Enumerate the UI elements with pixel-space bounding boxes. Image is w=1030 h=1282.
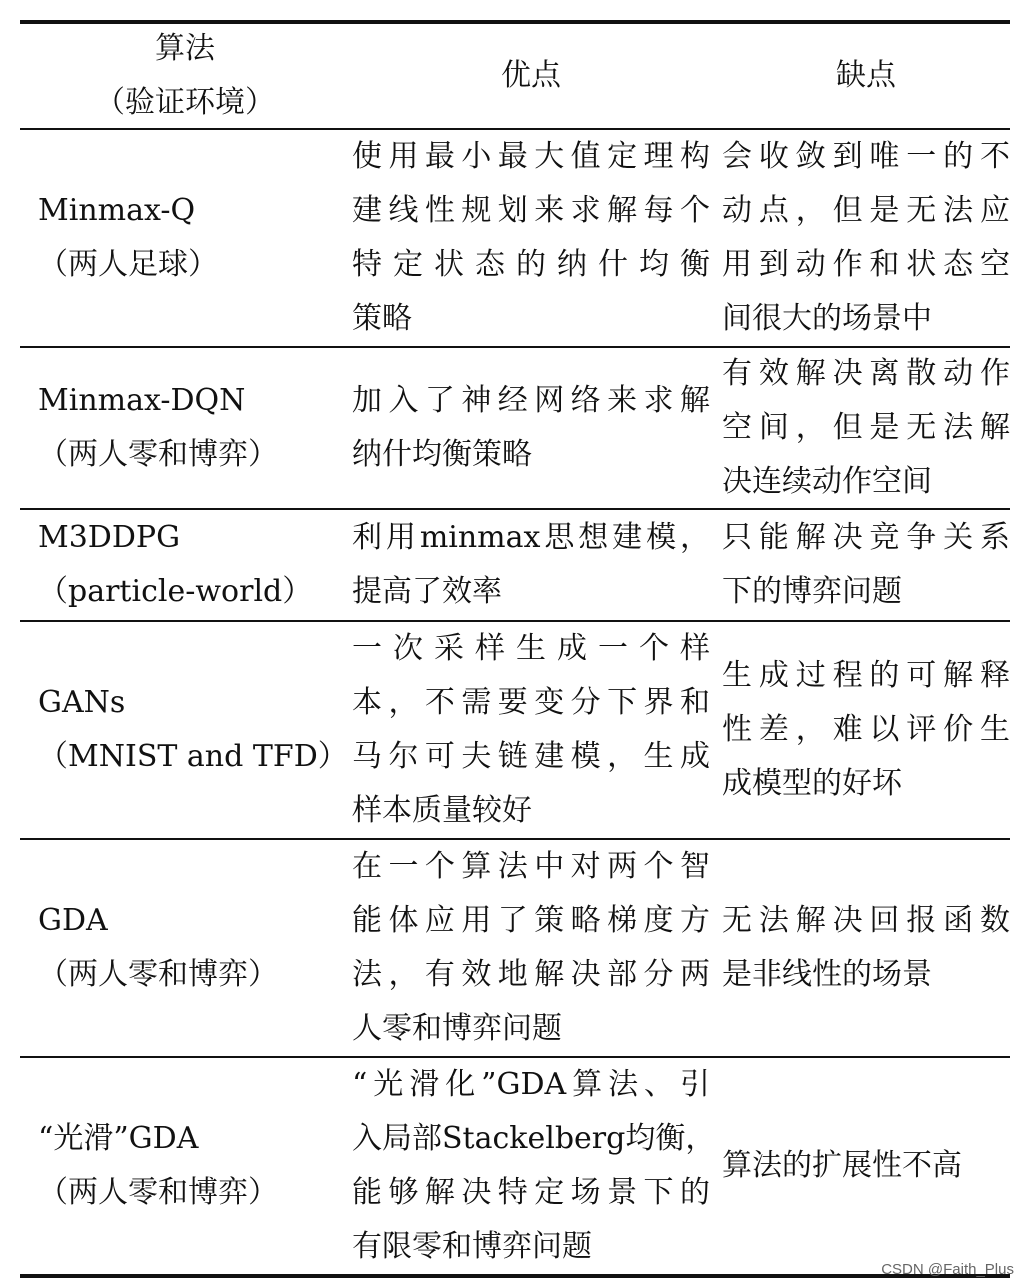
watermark: CSDN @Faith_Plus — [881, 1261, 1014, 1278]
cons-line: 有效解决离散动作 — [722, 356, 1010, 391]
pros-line: 加入了神经网络来求解 — [352, 383, 710, 418]
table-row — [20, 840, 1010, 1056]
algorithm-env: （两人零和博弈） — [38, 957, 278, 992]
cons-line: 空间，但是无法解 — [722, 410, 1010, 445]
header-pros: 优点 — [501, 58, 561, 93]
pros-cell — [350, 510, 720, 620]
algorithm-env: （两人足球） — [38, 247, 218, 282]
pros-cell — [350, 130, 720, 346]
cons-line: 性差，难以评价生 — [722, 712, 1010, 747]
cons-cell — [720, 1058, 1010, 1274]
cons-cell — [720, 348, 1010, 508]
pros-line: 入局部Stackelberg均衡， — [352, 1121, 716, 1156]
algorithm-name: M3DDPG — [38, 520, 181, 555]
pros-line: 本，不需要变分下界和 — [352, 685, 710, 720]
pros-line: 法，有效地解决部分两 — [352, 957, 710, 992]
pros-cell — [350, 840, 720, 1056]
algorithm-cell — [20, 510, 350, 620]
pros-line: 提高了效率 — [352, 574, 502, 609]
pros-line: 马尔可夫链建模，生成 — [352, 739, 710, 774]
algorithm-name: Minmax-DQN — [38, 383, 246, 418]
cons-line: 下的博弈问题 — [722, 574, 902, 609]
cons-cell — [720, 130, 1010, 346]
pros-line: 策略 — [352, 301, 412, 336]
cons-cell — [720, 622, 1010, 838]
cons-line: 间很大的场景中 — [722, 301, 932, 336]
cons-line: 动点，但是无法应 — [722, 193, 1010, 228]
algorithm-env: （两人零和博弈） — [38, 437, 278, 472]
pros-line: “光滑化”GDA算法、引 — [352, 1067, 710, 1102]
header-env-label: （验证环境） — [95, 85, 275, 120]
pros-line: 使用最小最大值定理构 — [352, 139, 710, 174]
pros-line: 有限零和博弈问题 — [352, 1229, 592, 1264]
cons-line: 只能解决竞争关系 — [722, 520, 1010, 555]
algorithm-env: （particle-world） — [38, 574, 313, 609]
cons-line: 会收敛到唯一的不 — [722, 139, 1010, 174]
pros-line: 特定状态的纳什均衡 — [352, 247, 710, 282]
pros-line: 样本质量较好 — [352, 793, 532, 828]
pros-line: 建线性规划来求解每个 — [352, 193, 710, 228]
cons-cell — [720, 840, 1010, 1056]
table-row — [20, 622, 1010, 838]
pros-line: 人零和博弈问题 — [352, 1011, 562, 1046]
cons-line: 决连续动作空间 — [722, 464, 932, 499]
pros-line: 在一个算法中对两个智 — [352, 849, 710, 884]
comparison-table — [20, 20, 1010, 1278]
pros-line: 纳什均衡策略 — [352, 437, 532, 472]
algorithm-cell — [20, 622, 350, 838]
pros-line: 能够解决特定场景下的 — [352, 1175, 710, 1210]
cons-line: 生成过程的可解释 — [722, 658, 1010, 693]
header-algorithm — [20, 24, 350, 128]
cons-line: 成模型的好坏 — [722, 766, 902, 801]
algorithm-name: GDA — [38, 903, 108, 938]
algorithm-cell — [20, 348, 350, 508]
cons-line: 用到动作和状态空 — [722, 247, 1010, 282]
cons-line: 是非线性的场景 — [722, 957, 932, 992]
cons-line: 无法解决回报函数 — [722, 903, 1010, 938]
algorithm-name: Minmax-Q — [38, 193, 196, 228]
table-row — [20, 348, 1010, 508]
pros-cell — [350, 348, 720, 508]
header-cons: 缺点 — [836, 58, 896, 93]
bottom-rule — [20, 1274, 1010, 1278]
pros-line: 利用minmax思想建模， — [352, 520, 710, 555]
header-algorithm-label: 算法 — [155, 31, 215, 66]
pros-line: 能体应用了策略梯度方 — [352, 903, 710, 938]
table-row — [20, 130, 1010, 346]
algorithm-env: （MNIST and TFD） — [38, 739, 348, 774]
pros-cell — [350, 622, 720, 838]
cons-cell — [720, 510, 1010, 620]
pros-cell — [350, 1058, 720, 1274]
algorithm-name: “光滑”GDA — [38, 1121, 199, 1156]
algorithm-cell — [20, 130, 350, 346]
table-row — [20, 1058, 1010, 1274]
algorithm-cell — [20, 840, 350, 1056]
algorithm-name: GANs — [38, 685, 126, 720]
pros-line: 一次采样生成一个样 — [352, 631, 710, 666]
table-row — [20, 510, 1010, 620]
algorithm-cell — [20, 1058, 350, 1274]
algorithm-env: （两人零和博弈） — [38, 1175, 278, 1210]
table-header-row — [20, 24, 1010, 128]
cons-line: 算法的扩展性不高 — [722, 1148, 962, 1183]
